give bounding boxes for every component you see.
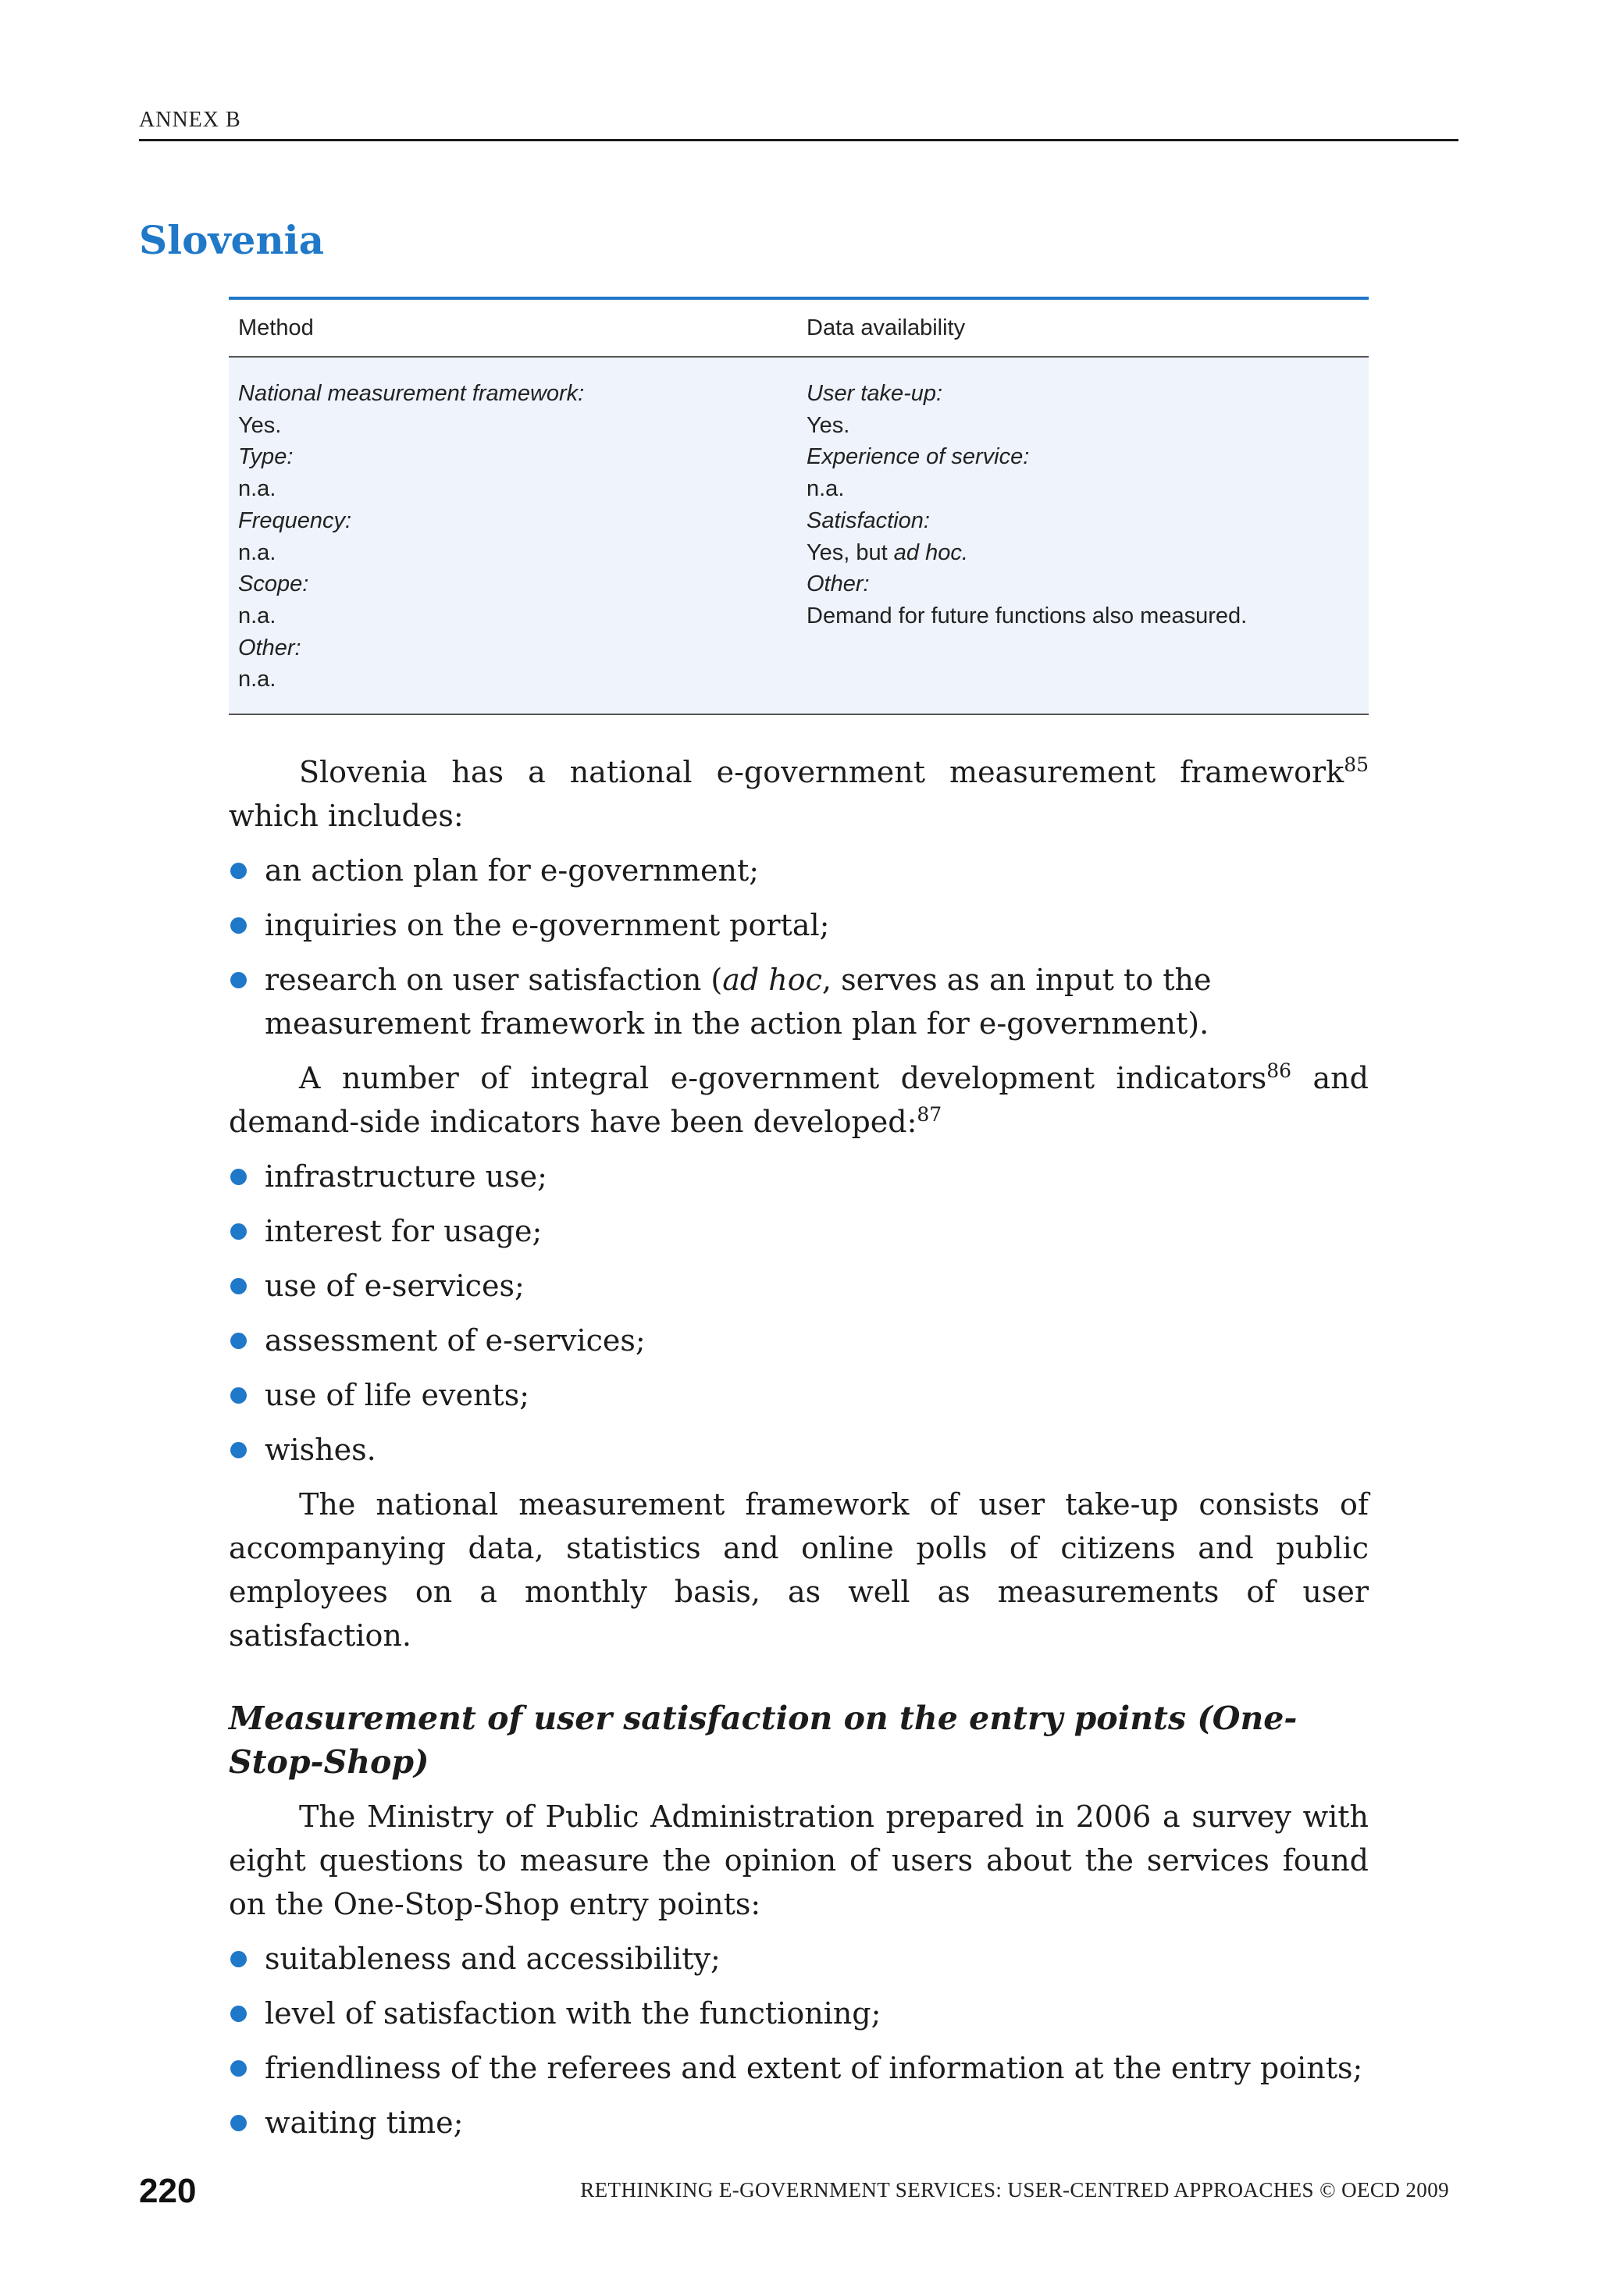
list-item xyxy=(229,1209,1369,1253)
bullet-icon xyxy=(230,972,247,988)
list-item-text-tail: , serves as an input to the measurement framework in the action plan for e-government). xyxy=(265,963,1212,1041)
paragraph-1-tail: which includes: xyxy=(229,799,464,833)
list-item-text: level of satisfaction with the functioning; xyxy=(265,1996,881,2031)
list-item xyxy=(229,1373,1369,1417)
list-item xyxy=(229,1428,1369,1472)
list-item-text: interest for usage; xyxy=(265,1214,543,1248)
data-label-other: Other: xyxy=(807,571,870,597)
data-availability-column xyxy=(807,378,1247,632)
list-item-text: friendliness of the referees and extent of information at the entry points; xyxy=(265,2051,1363,2085)
method-data-table xyxy=(229,297,1369,715)
paragraph-3: The national measurement framework of user take-up consists of accompanying data, statistics and online polls of citizens and public employees on a monthly basis, as well as measurements of user satisfaction. xyxy=(229,1487,1369,1653)
list-indicators xyxy=(229,1155,1369,1472)
list-item xyxy=(229,2101,1369,2145)
method-value-type: n.a. xyxy=(238,476,276,502)
paragraph-1 xyxy=(229,750,1369,838)
paragraph-2-mid: and demand-side indicators have been developed: xyxy=(229,1061,1369,1139)
bullet-icon xyxy=(230,2060,247,2077)
method-label-framework: National measurement framework: xyxy=(238,381,585,406)
method-column xyxy=(238,378,584,696)
bullet-icon xyxy=(230,2115,247,2131)
list-item-text: research on user satisfaction ( xyxy=(265,963,723,997)
bullet-icon xyxy=(230,1223,247,1240)
table-header-row xyxy=(229,300,1369,358)
footer-text: RETHINKING E-GOVERNMENT SERVICES: USER-CENTRED APPROACHES © OECD 2009 xyxy=(580,2178,1449,2202)
bullet-icon xyxy=(230,1442,247,1458)
method-label-other: Other: xyxy=(238,635,301,660)
footnote-ref-85: 85 xyxy=(1344,753,1369,776)
list-item xyxy=(229,903,1369,947)
list-item xyxy=(229,1264,1369,1308)
method-label-frequency: Frequency: xyxy=(238,507,352,533)
data-value-other: Demand for future functions also measured. xyxy=(807,603,1248,628)
bullet-icon xyxy=(230,2006,247,2022)
bullet-icon xyxy=(230,1169,247,1185)
bullet-icon xyxy=(230,917,247,934)
paragraph-2 xyxy=(229,1056,1369,1144)
list-item-text: inquiries on the e-government portal; xyxy=(265,908,830,942)
body-text xyxy=(229,750,1369,2155)
list-item-text: suitableness and accessibility; xyxy=(265,1942,721,1976)
data-value-user-take-up: Yes. xyxy=(807,412,850,438)
list-item-text: assessment of e-services; xyxy=(265,1323,646,1358)
header-method: Method xyxy=(238,315,314,340)
page-number: 220 xyxy=(139,2172,197,2210)
list-item xyxy=(229,1937,1369,1981)
list-item-text: infrastructure use; xyxy=(265,1159,547,1194)
bullet-icon xyxy=(230,1278,247,1294)
footnote-ref-87: 87 xyxy=(917,1103,942,1126)
method-value-other: n.a. xyxy=(238,667,276,692)
method-value-framework: Yes. xyxy=(238,412,282,438)
list-item-italic: ad hoc xyxy=(722,963,822,997)
data-value-experience: n.a. xyxy=(807,476,845,502)
list-item-text: waiting time; xyxy=(265,2106,464,2140)
method-value-scope: n.a. xyxy=(238,603,276,628)
method-label-scope: Scope: xyxy=(238,571,309,597)
paragraph-4: The Ministry of Public Administration prepared in 2006 a survey with eight questions to measure the opinion of users about the services found on the One-Stop-Shop entry points: xyxy=(229,1799,1369,1921)
list-item xyxy=(229,1319,1369,1362)
running-head: ANNEX B xyxy=(139,108,241,132)
data-value-satisfaction-italic: ad hoc. xyxy=(893,539,968,565)
list-item xyxy=(229,849,1369,892)
bullet-icon xyxy=(230,1951,247,1967)
list-item xyxy=(229,1155,1369,1198)
paragraph-2-text: A number of integral e-government development indicators xyxy=(299,1061,1267,1095)
section-title: Slovenia xyxy=(139,217,325,263)
bullet-icon xyxy=(230,1387,247,1404)
data-value-satisfaction-prefix: Yes, but xyxy=(807,539,894,565)
list-survey-topics xyxy=(229,1937,1369,2145)
list-item-text: an action plan for e-government; xyxy=(265,853,760,888)
header-data-availability: Data availability xyxy=(807,315,966,340)
bullet-icon xyxy=(230,1333,247,1349)
footnote-ref-86: 86 xyxy=(1266,1059,1292,1082)
data-label-satisfaction: Satisfaction: xyxy=(807,507,930,533)
list-framework-components xyxy=(229,849,1369,1045)
list-item xyxy=(229,958,1369,1045)
data-label-user-take-up: User take-up: xyxy=(807,381,943,406)
list-item xyxy=(229,1992,1369,2035)
list-item xyxy=(229,2046,1369,2090)
method-label-type: Type: xyxy=(238,444,294,470)
bullet-icon xyxy=(230,863,247,879)
data-value-satisfaction xyxy=(807,537,1247,569)
method-value-frequency: n.a. xyxy=(238,539,276,565)
list-item-text: use of life events; xyxy=(265,1378,529,1412)
paragraph-1-text: Slovenia has a national e-government measurement framework xyxy=(299,755,1344,789)
subsection-heading: Measurement of user satisfaction on the entry points (One-Stop-Shop) xyxy=(229,1700,1298,1781)
data-label-experience: Experience of service: xyxy=(807,444,1030,470)
list-item-text: use of e-services; xyxy=(265,1269,525,1303)
list-item-text: wishes. xyxy=(265,1433,376,1467)
header-rule xyxy=(139,139,1458,141)
